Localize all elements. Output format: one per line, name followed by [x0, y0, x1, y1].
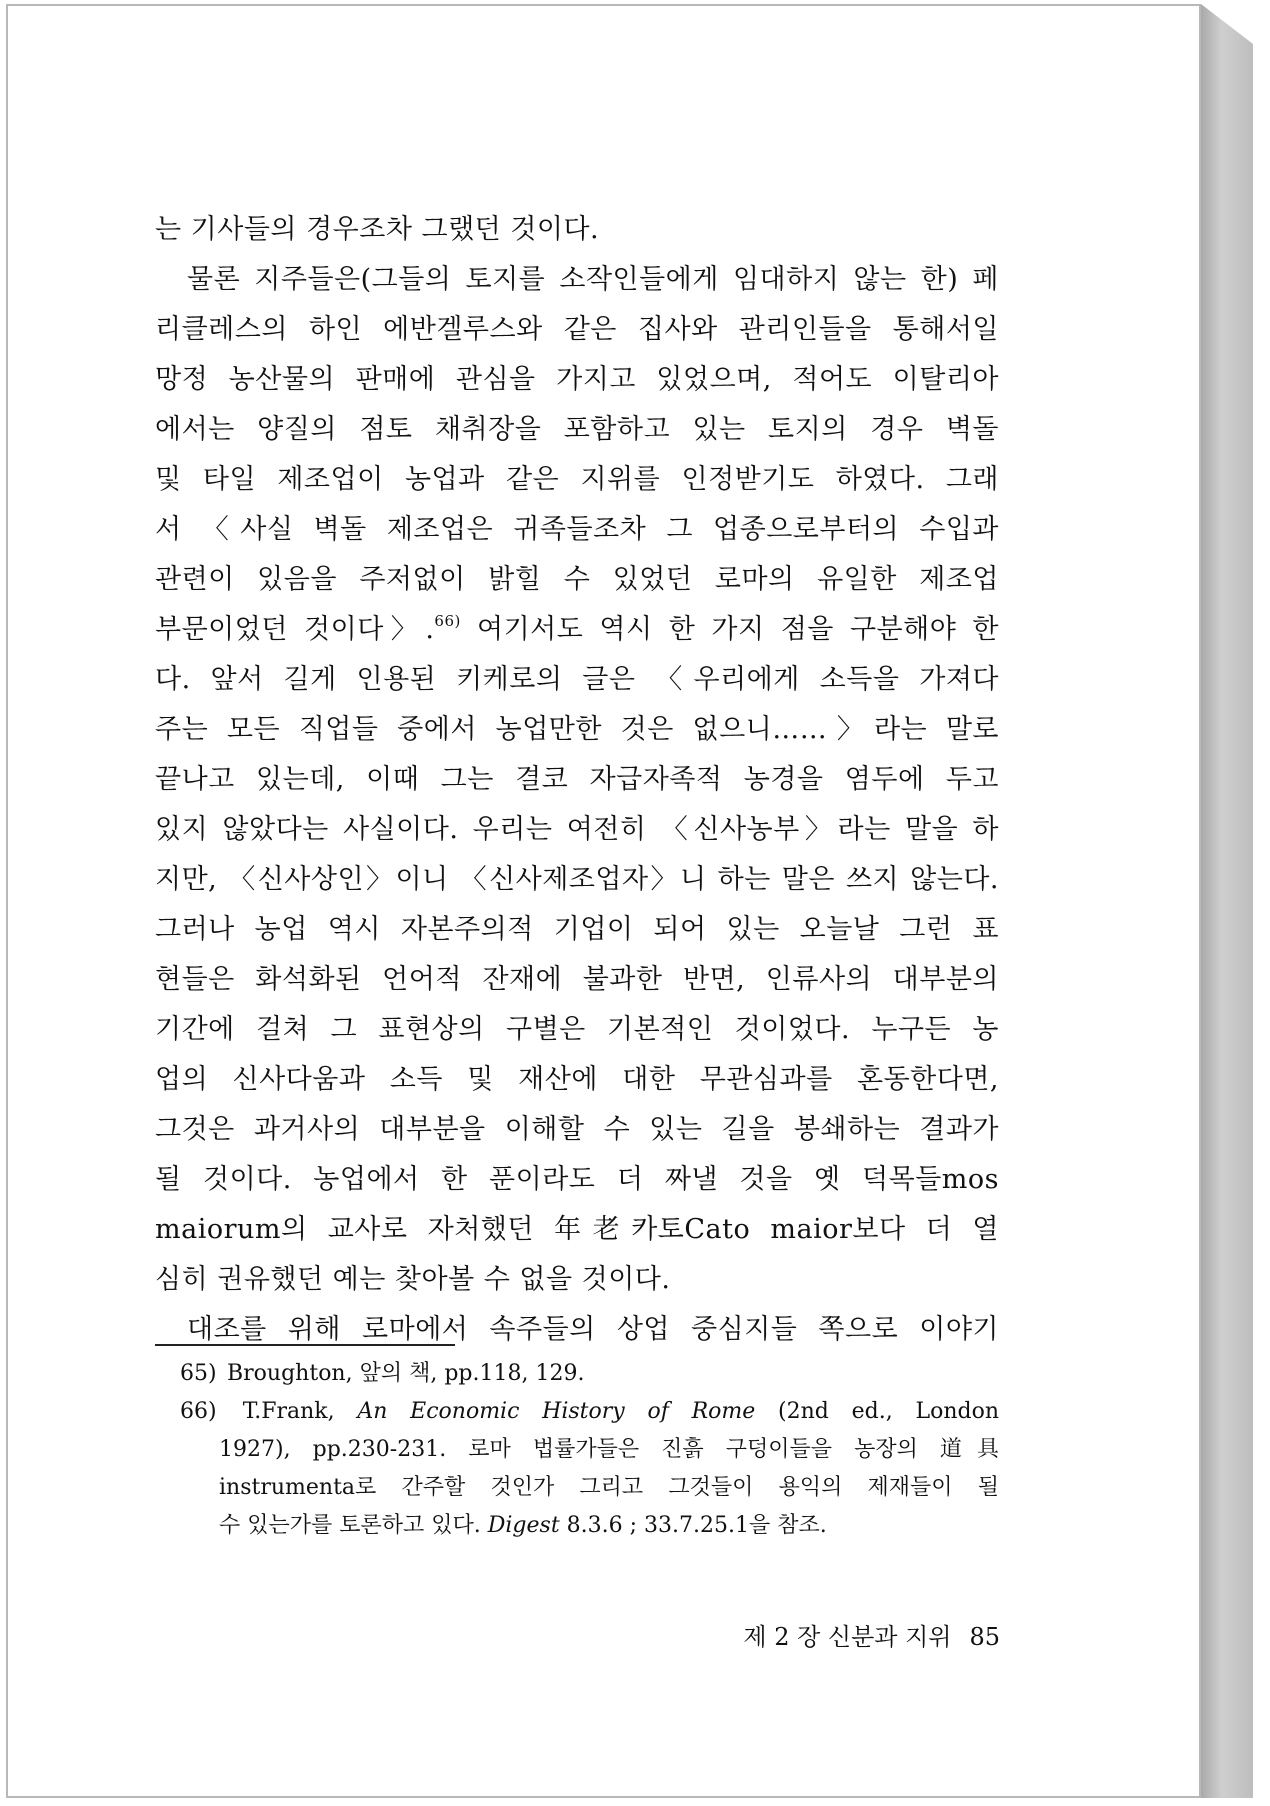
footnote-text: 수 있는가를 토론하고 있다. [219, 1513, 488, 1538]
footnote-66-line: instrumenta로 간주할 것인가 그리고 그것들이 용익의 제재들이 될 [219, 1475, 999, 1500]
text-line: maiorum의 교사로 자처했던 年老카토Cato maior보다 더 열 [155, 1214, 999, 1245]
footnote-65 [155, 1355, 999, 1393]
footnote-number: 66) [180, 1399, 217, 1424]
footnotes [155, 1355, 999, 1545]
text-line: 망정 농산물의 판매에 관심을 가지고 있었으며, 적어도 이탈리아 [155, 364, 999, 395]
footnote-text: T.Frank, [242, 1399, 358, 1424]
text-line: 물론 지주들은(그들의 토지를 소작인들에게 임대하지 않는 한) 페 [187, 264, 999, 295]
footnote-text: 8.3.6 ; 33.7.25.1을 참조. [559, 1513, 827, 1538]
text-line: 리클레스의 하인 에반겔루스와 같은 집사와 관리인들을 통해서일 [155, 314, 999, 345]
text-line: 및 타일 제조업이 농업과 같은 지위를 인정받기도 하였다. 그래 [155, 464, 999, 495]
footnote-66 [155, 1393, 999, 1431]
footnote-66-line [155, 1507, 999, 1545]
source-title: Digest [487, 1513, 560, 1538]
footnote-divider [155, 1344, 455, 1346]
page-number: 85 [969, 1623, 1000, 1651]
text-line: 관련이 있음을 주저없이 밝힐 수 있었던 로마의 유일한 제조업 [155, 564, 999, 595]
text-line: 다. 앞서 길게 인용된 키케로의 글은 〈우리에게 소득을 가져다 [155, 664, 999, 695]
chapter-title: 제 2 장 신분과 지위 [743, 1623, 952, 1651]
text-line: 그것은 과거사의 대부분을 이해할 수 있는 길을 봉쇄하는 결과가 [155, 1114, 999, 1145]
footnote-text: Broughton, 앞의 책, pp.118, 129. [227, 1361, 585, 1386]
text-segment: 여기서도 역시 한 가지 점을 구분해야 한 [460, 614, 999, 645]
footnote-66-line: 1927), pp.230-231. 로마 법률가들은 진흙 구덩이들을 농장의 道具 [219, 1437, 999, 1462]
text-line: 될 것이다. 농업에서 한 푼이라도 더 짜낼 것을 옛 덕목들mos [155, 1164, 999, 1195]
book-edge [1201, 4, 1253, 1798]
text-line: 지만, 〈신사상인〉이니 〈신사제조업자〉니 하는 말은 쓰지 않는다. [155, 864, 999, 895]
text-line: 는 기사들의 경우조차 그랬던 것이다. [155, 214, 600, 245]
footnote-text: (2nd ed., London [755, 1399, 999, 1424]
text-line: 있지 않았다는 사실이다. 우리는 여전히 〈신사농부〉라는 말을 하 [155, 814, 999, 845]
text-line: 에서는 양질의 점토 채취장을 포함하고 있는 토지의 경우 벽돌 [155, 414, 999, 445]
footnote-number: 65) [180, 1361, 217, 1386]
text-line [155, 605, 999, 655]
body-text [155, 205, 999, 1355]
text-line: 대조를 위해 로마에서 속주들의 상업 중심지들 쪽으로 이야기 [187, 1314, 999, 1345]
footnote-marker: 66) [434, 612, 461, 630]
running-footer [690, 1617, 1000, 1652]
text-line: 주는 모든 직업들 중에서 농업만한 것은 없으니……〉라는 말로 [155, 714, 999, 745]
text-line: 서 〈사실 벽돌 제조업은 귀족들조차 그 업종으로부터의 수입과 [155, 514, 999, 545]
text-line: 끝나고 있는데, 이때 그는 결코 자급자족적 농경을 염두에 두고 [155, 764, 999, 795]
text-line: 심히 권유했던 예는 찾아볼 수 없을 것이다. [155, 1264, 671, 1295]
book-title: An Economic History of Rome [357, 1399, 756, 1424]
text-segment: 부문이었던 것이다〉. [155, 614, 435, 645]
text-line: 업의 신사다움과 소득 및 재산에 대한 무관심과를 혼동한다면, [155, 1064, 999, 1095]
text-line: 현들은 화석화된 언어적 잔재에 불과한 반면, 인류사의 대부분의 [155, 964, 999, 995]
text-line: 기간에 걸쳐 그 표현상의 구별은 기본적인 것이었다. 누구든 농 [155, 1014, 999, 1045]
text-line: 그러나 농업 역시 자본주의적 기업이 되어 있는 오늘날 그런 표 [155, 914, 999, 945]
